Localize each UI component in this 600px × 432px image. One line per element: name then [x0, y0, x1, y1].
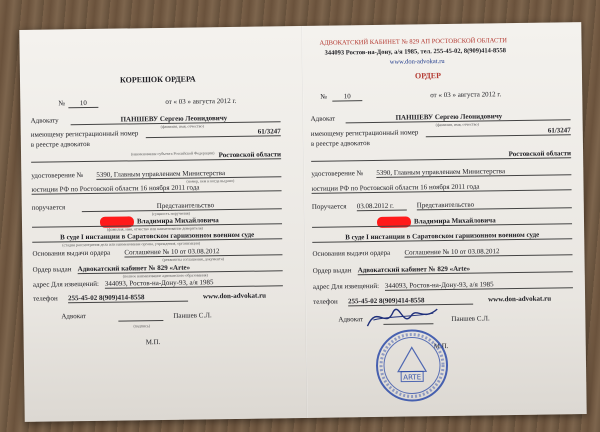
header-line1: АДВОКАТСКИЙ КАБИНЕТ № 829 АП РОСТОВСКОЙ ОБЛАСТИ: [319, 37, 508, 47]
order-phone-label: телефон: [313, 297, 338, 306]
stub-reg-label: имеющему регистрационный номер: [30, 129, 139, 139]
stub-cert-label: удостоверение №: [31, 171, 84, 180]
stub-sign-line: [118, 320, 163, 322]
order-court: В суде I инстанции в Саратовском гарнизонном военном суде: [312, 230, 572, 243]
order-lawyer-hint: (фамилия, имя, отчество): [435, 121, 479, 128]
stub-lawyer-label: Адвокату: [30, 116, 59, 125]
stub-issuer-label: Ордер выдан: [32, 265, 72, 274]
stub-sign-hint: (подпись): [133, 323, 151, 329]
header-line2: 344093 Ростов-на-Дону, а/я 1985, тел. 255-45-02, 8(909)414-8558: [324, 47, 507, 57]
order-issuer-label: Ордер выдан: [312, 266, 352, 275]
header-line3: www.don-advokat.ru: [389, 58, 445, 66]
stub-client: Владимира Михайловича: [32, 215, 282, 227]
order-entrusted-date: 03.08.2012 г.: [357, 202, 407, 212]
stub-title: КОРЕШОК ОРДЕРА: [119, 74, 196, 85]
stub-mp: М.П.: [145, 338, 161, 347]
order-mp: М.П.: [433, 341, 449, 351]
stub-lawyer-hint: (фамилия, имя, отчество): [160, 123, 204, 129]
stub-region: Ростовской области: [31, 150, 281, 162]
stub-date: от « 03 » августа 2012 г.: [165, 96, 237, 106]
stub-cert: 5390, Главным управлением Министерства: [96, 168, 281, 180]
order-no-label: №: [320, 92, 327, 101]
order-basis-label: Основания выдачи ордера: [312, 248, 391, 258]
stub-issuer-hint: (полное наименование адвокатского образования): [122, 272, 208, 279]
stamp-text: ARTE: [403, 373, 422, 382]
official-stamp: [373, 327, 450, 404]
stub-registry-label: в реестре адвокатов: [30, 139, 90, 149]
stub-basis-label: Основания выдачи ордера: [32, 248, 111, 258]
stub-address-label: адрес Для извещений:: [32, 279, 100, 289]
order-no: 10: [332, 92, 362, 101]
order-entrusted: Представительство: [417, 199, 572, 210]
order-address-label: адрес Для извещений:: [312, 281, 380, 291]
order-entrusted-label: Поручается: [311, 202, 347, 211]
stub-phone-label: телефон: [32, 294, 58, 303]
order-site: www.don-advokat.ru: [488, 294, 552, 304]
order-registry-label: в реестре адвокатов: [310, 139, 370, 148]
stub-court-hint: (стадия рассмотрения дела или наименование органа, учреждения, организации): [62, 240, 201, 248]
order-reg: 61/3247: [426, 126, 571, 137]
stub-entrusted: Представительство: [82, 200, 282, 212]
order-issuer: Адвокатский кабинет № 829 «Arte»: [358, 263, 573, 275]
order-phone: 255-45-02 8(909)414-8558: [348, 296, 473, 307]
stub-client-hint: (фамилия, имя, отчество или наименование доверителя): [107, 225, 203, 232]
stub-phone: 255-45-02 8(909)414-8558: [68, 293, 188, 304]
order-lawyer: ПАНШЕВУ Сергею Леонидовичу: [346, 111, 571, 123]
stub-cert-hint: (номер, кем и когда выдано): [186, 177, 235, 184]
stub-sign-label: Адвокат: [61, 312, 87, 321]
stub-site: www.don-advokat.ru: [202, 291, 267, 301]
stub-no: 10: [68, 99, 98, 108]
order-sign-label: Адвокат: [338, 315, 364, 324]
stub-registry-hint: (наименование субъекта Российской Федерации): [130, 150, 215, 157]
stub-address: 344093, Ростов-на-Дону-93, а/я 1985: [105, 277, 283, 288]
fold-line: [301, 26, 307, 418]
order-document: [19, 22, 586, 422]
order-address: 344093, Ростов-на-Дону-93, а/я 1985: [385, 279, 573, 291]
stub-entrusted-hint: (сущность поручения): [151, 210, 190, 217]
order-date: от « 03 » августа 2012 г.: [430, 90, 502, 100]
stub-basis: Соглашение № 10 от 03.08.2012: [124, 246, 282, 257]
stub-reg: 61/3247: [146, 127, 281, 138]
stub-justice: юстиции РФ по Ростовской области 16 ноября 2011 года: [31, 182, 281, 194]
order-region: Ростовской области: [311, 149, 571, 162]
order-title: ОРДЕР: [414, 71, 442, 81]
order-client: Владимира Михайловича: [312, 215, 572, 228]
stub-lawyer: ПАНШЕВУ Сергею Леонидовичу: [71, 113, 281, 125]
order-justice: юстиции РФ по Ростовской области 16 ноября 2011 года: [311, 181, 571, 194]
order-lawyer-label: Адвокат: [310, 114, 336, 123]
stub-no-label: №: [58, 99, 66, 108]
order-sign-name: Паншев С.Л.: [451, 314, 490, 323]
order-basis: Соглашение № 10 от 03.08.2012: [404, 246, 572, 257]
stub-basis-hint: (реквизиты соглашения, документа): [162, 256, 224, 262]
order-cert: 5390, Главным управлением Министерства: [376, 166, 571, 178]
order-cert-label: удостоверение №: [311, 169, 364, 178]
order-reg-label: имеющему регистрационный номер: [310, 128, 419, 138]
stub-court: В суде I инстанции в Саратовском гарнизонном военном суде: [32, 230, 282, 242]
stub-entrusted-label: поручается: [31, 203, 66, 212]
stub-sign-name: Паншев С.Л.: [173, 311, 212, 320]
stub-issuer: Адвокатский кабинет № 829 «Arte»: [78, 262, 283, 274]
